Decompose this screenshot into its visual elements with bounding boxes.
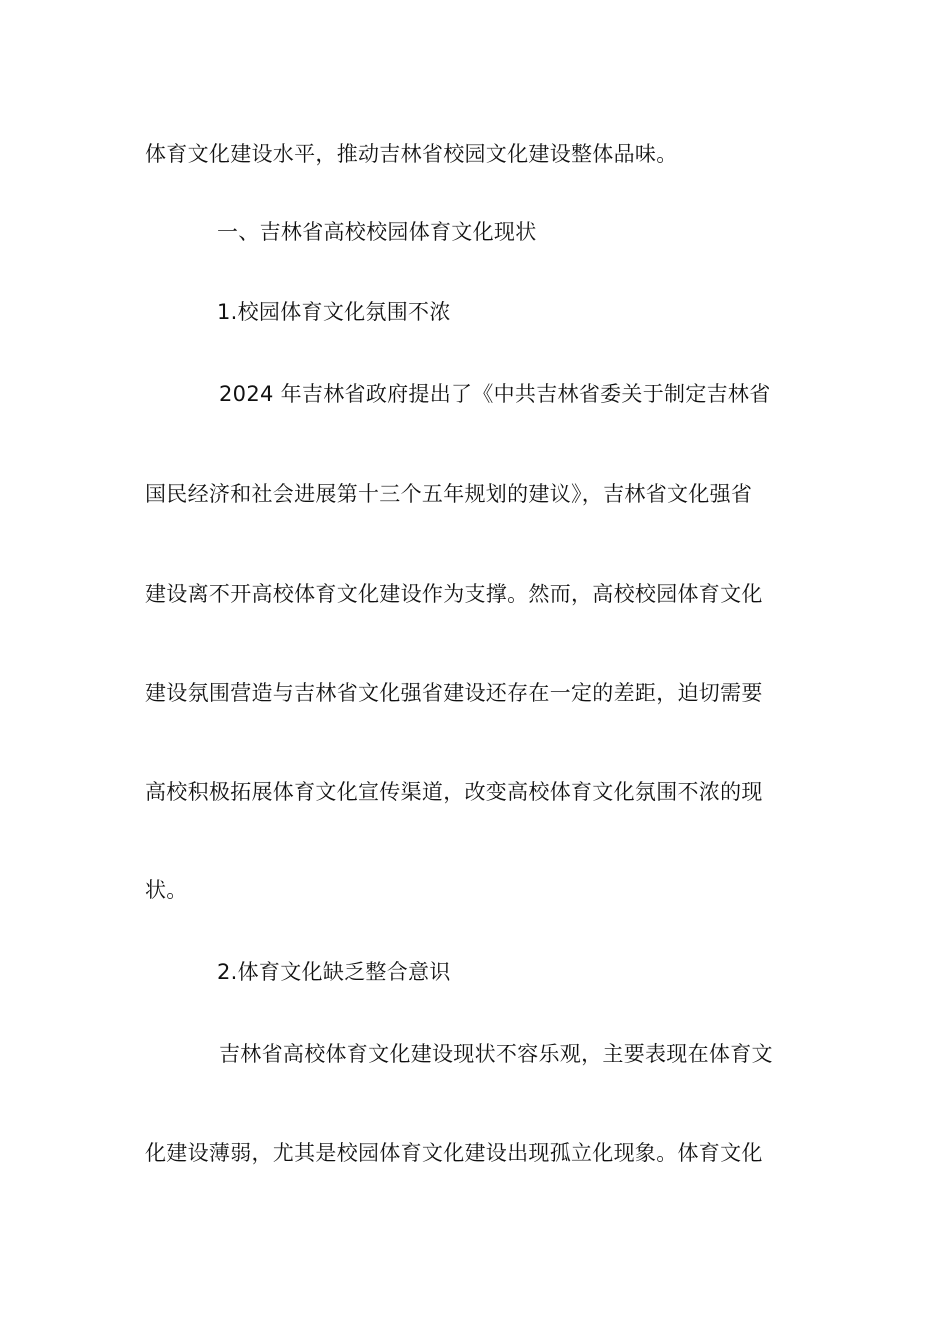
paragraph-1-line-6: 状。 (145, 878, 188, 902)
paragraph-1-line-1: 2024 年吉林省政府提出了《中共吉林省委关于制定吉林省 (219, 382, 771, 406)
paragraph-2-line-2: 化建设薄弱，尤其是校园体育文化建设出现孤立化现象。体育文化 (145, 1141, 763, 1165)
paragraph-1-line-4: 建设氛围营造与吉林省文化强省建设还存在一定的差距，迫切需要 (145, 681, 763, 705)
paragraph-continuation-line: 体育文化建设水平，推动吉林省校园文化建设整体品味。 (145, 142, 678, 166)
paragraph-1-line-2: 国民经济和社会进展第十三个五年规划的建议》，吉林省文化强省 (145, 482, 753, 506)
paragraph-1-line-5: 高校积极拓展体育文化宣传渠道，改变高校体育文化氛围不浓的现 (145, 780, 763, 804)
subsection-heading-2: 2.体育文化缺乏整合意识 (217, 960, 451, 984)
section-heading: 一、吉林省高校校园体育文化现状 (217, 220, 537, 244)
subsection-heading-1: 1.校园体育文化氛围不浓 (217, 300, 451, 324)
paragraph-2-line-1: 吉林省高校体育文化建设现状不容乐观，主要表现在体育文 (219, 1042, 773, 1066)
paragraph-1-line-3: 建设离不开高校体育文化建设作为支撑。然而，高校校园体育文化 (145, 582, 763, 606)
